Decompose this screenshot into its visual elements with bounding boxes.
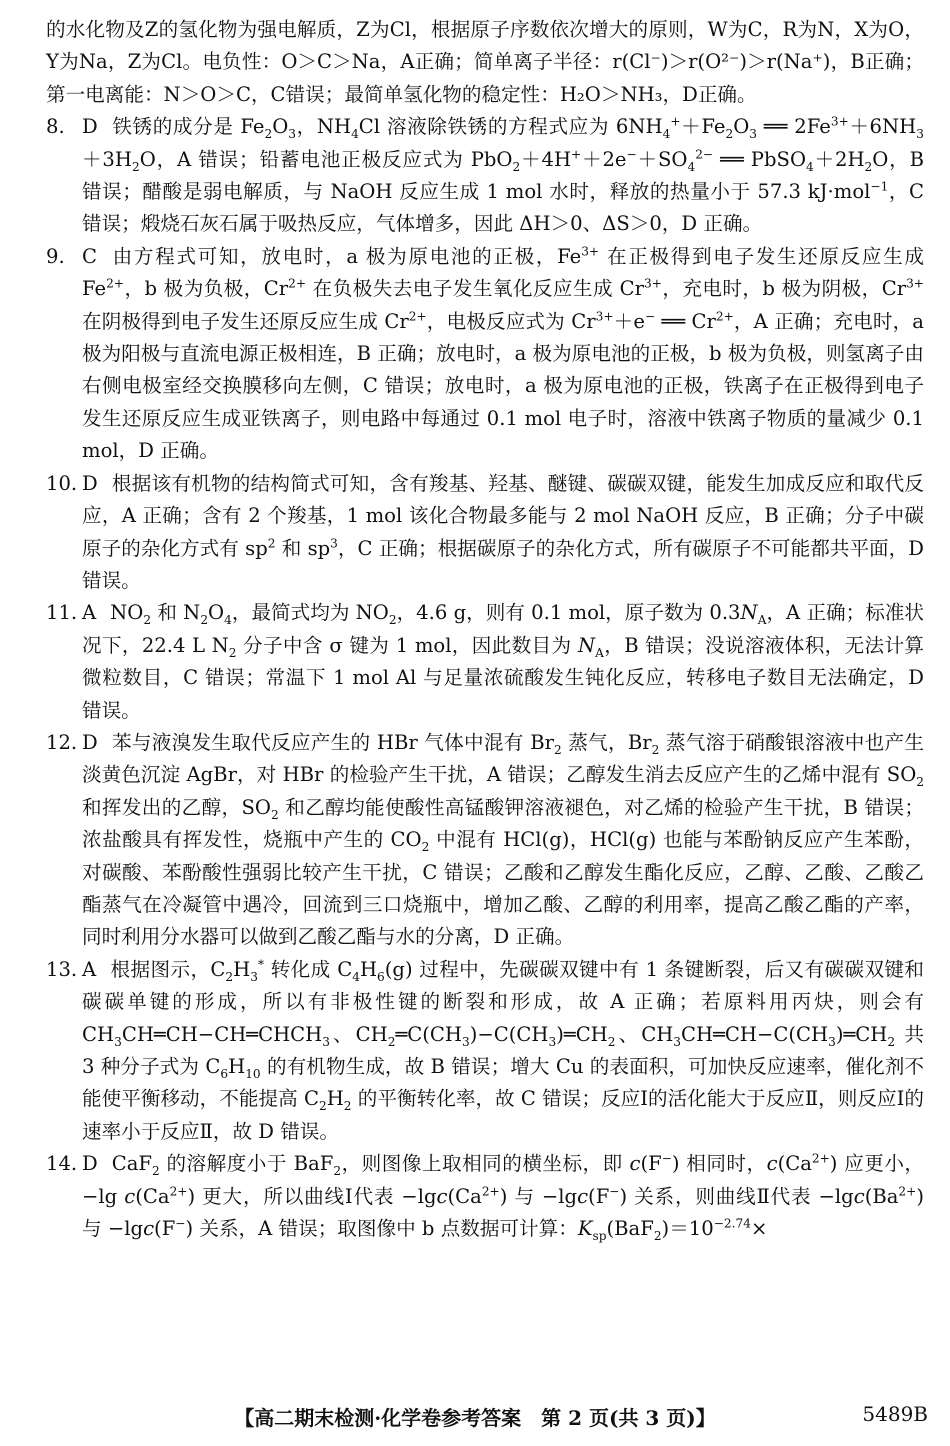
answer-document	[46, 14, 924, 1245]
item-explanation: CaF$_2$ 的溶解度小于 BaF$_2$，则图像上取相同的横坐标，即 c(F−) 相同时，$c(Ca^{2+})$ 应更小，−lg $c(Ca^{2+})$ 更大，所以曲线Ⅰ代表 $-\lg c(Ca^{2+})$ 与 −lgc(F−) 关系，则曲线Ⅱ代表 $-\lg c(Ba^{2+})$ 与 −lgc(F−) 关系，A 错误；取图像中 b 点数据可计算：$K_{sp}(BaF_2)=10^{-2.74}\times$	[82, 1151, 925, 1243]
answer-item	[46, 597, 924, 727]
answer-item	[46, 241, 924, 468]
answer-item	[46, 468, 924, 598]
item-answer: A	[82, 957, 97, 981]
item-explanation: 根据图示，$C_2H_3^*$ 转化成 $C_4H_6(g)$ 过程中，先碳碳双键中有 1 条键断裂，后又有碳碳双键和碳碳单键的形成，所以有非极性键的断裂和形成，故 A 正确；若原料用丙炔，则会有 $CH_3CH═CH-CH═CHCH_3$、$CH_2═C(CH_3)-C(CH_3)═CH_2$、$CH_3CH═CH-C(CH_3)═CH_2$ 共 3 种分子式为 $C_6H_{10}$ 的有机物生成，故 B 错误；增大 Cu 的表面积，可加快反应速率，催化剂不能使平衡移动，不能提高 $C_2H_2$ 的平衡转化率，故 C 错误；反应Ⅰ的活化能大于反应Ⅱ，则反应Ⅰ的速率小于反应Ⅱ，故 D 错误。	[82, 957, 924, 1143]
intro-paragraph: 的水化物及Z的氢化物为强电解质，Z为Cl，根据原子序数依次增大的原则，W为C，R为N，X为O，Y为Na，Z为Cl。电负性：O＞C＞Na，A正确；简单离子半径：r(Cl⁻)＞r(O²⁻)＞r(Na⁺)，B正确；第一电离能：N＞O＞C，C错误；最简单氢化物的稳定性：H₂O＞NH₃，D正确。	[46, 18, 924, 106]
answer-item	[46, 727, 924, 954]
footer-title: 【高二期末检测·化学卷参考答案 第 2 页(共 3 页)】	[234, 1406, 716, 1430]
item-explanation: $NO_2$ 和 $N_2O_4$，最简式均为 $NO_2$，4.6 g，则有 0.1 mol，原子数为 $0.3N_A$，A 正确；标准状况下，22.4 L $N_2$ 分子中含 σ 键为 1 mol，因此数目为 $N_A$，B 错误；没说溶液体积，无法计算微粒数目，C 错误；常温下 1 mol Al 与足量浓硫酸发生钝化反应，转移电子数目无法确定，D 错误。	[82, 601, 925, 722]
answer-item	[46, 111, 924, 241]
item-answer: D	[82, 730, 98, 754]
item-explanation: 由方程式可知，放电时，a 极为原电池的正极，$Fe^{3+}$ 在正极得到电子发生还原反应生成 $Fe^{2+}$，b 极为负极，$Cr^{2+}$ 在负极失去电子发生氧化反应生成 $Cr^{3+}$，充电时，b 极为阴极，$Cr^{3+}$ 在阴极得到电子发生还原反应生成 $Cr^{2+}$，电极反应式为 $Cr^{3+}+e^-$ ══ $Cr^{2+}$，A 正确；充电时，a 极为阳极与直流电源正极相连，B 正确；放电时，a 极为原电池的正极，b 极为负极，则氢离子由右侧电极室经交换膜移向左侧，C 错误；放电时，a 极为原电池的正极，铁离子在正极得到电子发生还原反应生成亚铁离子，则电路中每通过 0.1 mol 电子时，溶液中铁离子物质的量减少 0.1 mol，D 正确。	[82, 244, 924, 463]
item-number: 10.	[46, 471, 78, 495]
item-explanation: 铁锈的成分是 $Fe_2O_3$，$NH_4Cl$ 溶液除铁锈的方程式应为 $6NH_4^++Fe_2O_3$ ══ $2Fe^{3+}+6NH_3+3H_2O$，A 错误；铅蓄电池正极反应式为 $PbO_2+4H^++2e^-+SO_4^{2-}$ ══ $PbSO_4+2H_2O$，B 错误；醋酸是弱电解质，与 NaOH 反应生成 1 mol 水时，释放的热量小于 57.3 kJ·mol$^{-1}$，C 错误；煅烧石灰石属于吸热反应，气体增多，因此 ΔH＞0、ΔS＞0，D 正确。	[82, 114, 924, 236]
answer-list	[46, 111, 924, 1245]
item-explanation: 根据该有机物的结构简式可知，含有羧基、羟基、醚键、碳碳双键，能发生加成反应和取代反应，A 正确；含有 2 个羧基，1 mol 该化合物最多能与 2 mol NaOH 反应，B 正确；分子中碳原子的杂化方式有 $sp^2$ 和 $sp^3$，C 正确；根据碳原子的杂化方式，所有碳原子不可能都共平面，D 错误。	[82, 471, 924, 592]
item-answer: A	[82, 601, 97, 625]
item-number: 8.	[46, 115, 65, 139]
item-answer: D	[82, 1152, 98, 1176]
answer-item	[46, 954, 924, 1148]
item-number: 12.	[46, 730, 78, 754]
item-number: 14.	[46, 1152, 78, 1176]
page-footer	[0, 1402, 950, 1436]
item-answer: C	[82, 244, 97, 268]
item-number: 13.	[46, 957, 78, 981]
item-answer: D	[82, 471, 98, 495]
answer-item	[46, 1148, 924, 1245]
item-explanation: 苯与液溴发生取代反应产生的 HBr 气体中混有 $Br_2$ 蒸气，$Br_2$ 蒸气溶于硝酸银溶液中也产生淡黄色沉淀 AgBr，对 HBr 的检验产生干扰，A 错误；乙醇发生消去反应产生的乙烯中混有 $SO_2$ 和挥发出的乙醇，$SO_2$ 和乙醇均能使酸性高锰酸钾溶液褪色，对乙烯的检验产生干扰，B 错误；浓盐酸具有挥发性，烧瓶中产生的 $CO_2$ 中混有 HCl(g)，HCl(g) 也能与苯酚钠反应产生苯酚，对碳酸、苯酚酸性强弱比较产生干扰，C 错误；乙酸和乙醇发生酯化反应，乙醇、乙酸、乙酸乙酯蒸气在冷凝管中遇冷，回流到三口烧瓶中，增加乙酸、乙醇的利用率，提高乙酸乙酯的产率，同时利用分水器可以做到乙酸乙酯与水的分离，D 正确。	[82, 730, 924, 949]
item-number: 9.	[46, 244, 65, 268]
item-answer: D	[82, 115, 98, 139]
item-number: 11.	[46, 601, 78, 625]
footer-code: 5489B	[862, 1402, 928, 1426]
